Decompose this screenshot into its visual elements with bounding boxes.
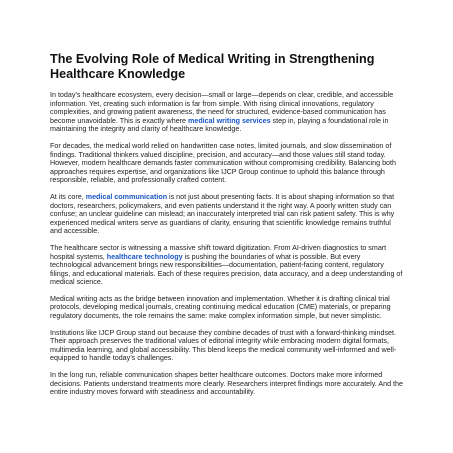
paragraph-text: is pushing the boundaries of what is possible. But every technological advancement brings new responsibilities—documentation, patient-facing content, regulatory filings, and educational materials. Each of these requires precision, data accuracy, and a deep understanding of medical science. <box>50 252 403 287</box>
paragraph-intro <box>50 91 403 134</box>
paragraph-bridge: Medical writing acts as the bridge between innovation and implementation. Whether it is drafting clinical trial protocols, developing medical journals, creating continuing medical education (CME) materials, or preparing regulatory documents, the role remains the same: make complex information simple, but never simplistic. <box>50 294 391 321</box>
medical-communication-link[interactable]: medical communication <box>85 192 168 201</box>
article-title: The Evolving Role of Medical Writing in Strengthening Healthcare Knowledge <box>50 52 375 81</box>
paragraph-conclusion: In the long run, reliable communication shapes better healthcare outcomes. Doctors make more informed decisions. Patients understand treatments more clearly. Researchers interpret findings more accurately. And the entire industry moves forward with steadiness and accountability. <box>50 371 403 397</box>
paragraph-text: At its core, <box>50 192 86 201</box>
paragraph-core <box>50 193 403 236</box>
medical-writing-services-link[interactable]: medical writing services <box>188 116 271 125</box>
paragraph-text: In today’s healthcare ecosystem, every decision—small or large—depends on clear, credible, and accessible information. Yet, creating such information is far from simple. With rising clinical innovations, regulatory complexities, and growing patient awareness, the need for structured, evidence-based communication has become unavoidable. This is exactly where <box>50 91 394 125</box>
paragraph-text: is not just about presenting facts. It is about shaping information so that doctors, researchers, policymakers, and even patients understand it the right way. A poorly written study can confuse; an unclear guideline can mislead; an inaccurately interpreted trial can risk patient safety. This is why experienced medical writers serve as guardians of clarity, ensuring that scientific knowledge remains truthful and accessible. <box>50 192 395 236</box>
paragraph-institutions: Institutions like IJCP Group stand out because they combine decades of trust with a forward-thinking mindset. Their approach preserves the traditional values of editorial integrity while embracing modern digital formats, multimedia learning, and global accessibility. This blend keeps the medical community well-informed and well-equipped to handle today’s challenges. <box>50 328 397 363</box>
paragraph-text: step in, playing a foundational role in maintaining the integrity and clarity of healthcare knowledge. <box>50 116 389 134</box>
paragraph-digitization <box>50 244 403 287</box>
paragraph-history: For decades, the medical world relied on handwritten case notes, limited journals, and slow dissemination of findings. Traditional thinkers valued discipline, precision, and accuracy—and those values still stand today. However, modern healthcare demands faster communication without compromising credibility. Balancing both approaches requires expertise, and organizations like IJCP Group continue to uphold this balance through responsible, reliable, and professionally crafted content. <box>50 141 396 185</box>
healthcare-technology-link[interactable]: healthcare technology <box>106 252 183 261</box>
paragraph-text: The healthcare sector is witnessing a massive shift toward digitization. From AI-driven diagnostics to smart hospital systems, <box>50 243 387 261</box>
